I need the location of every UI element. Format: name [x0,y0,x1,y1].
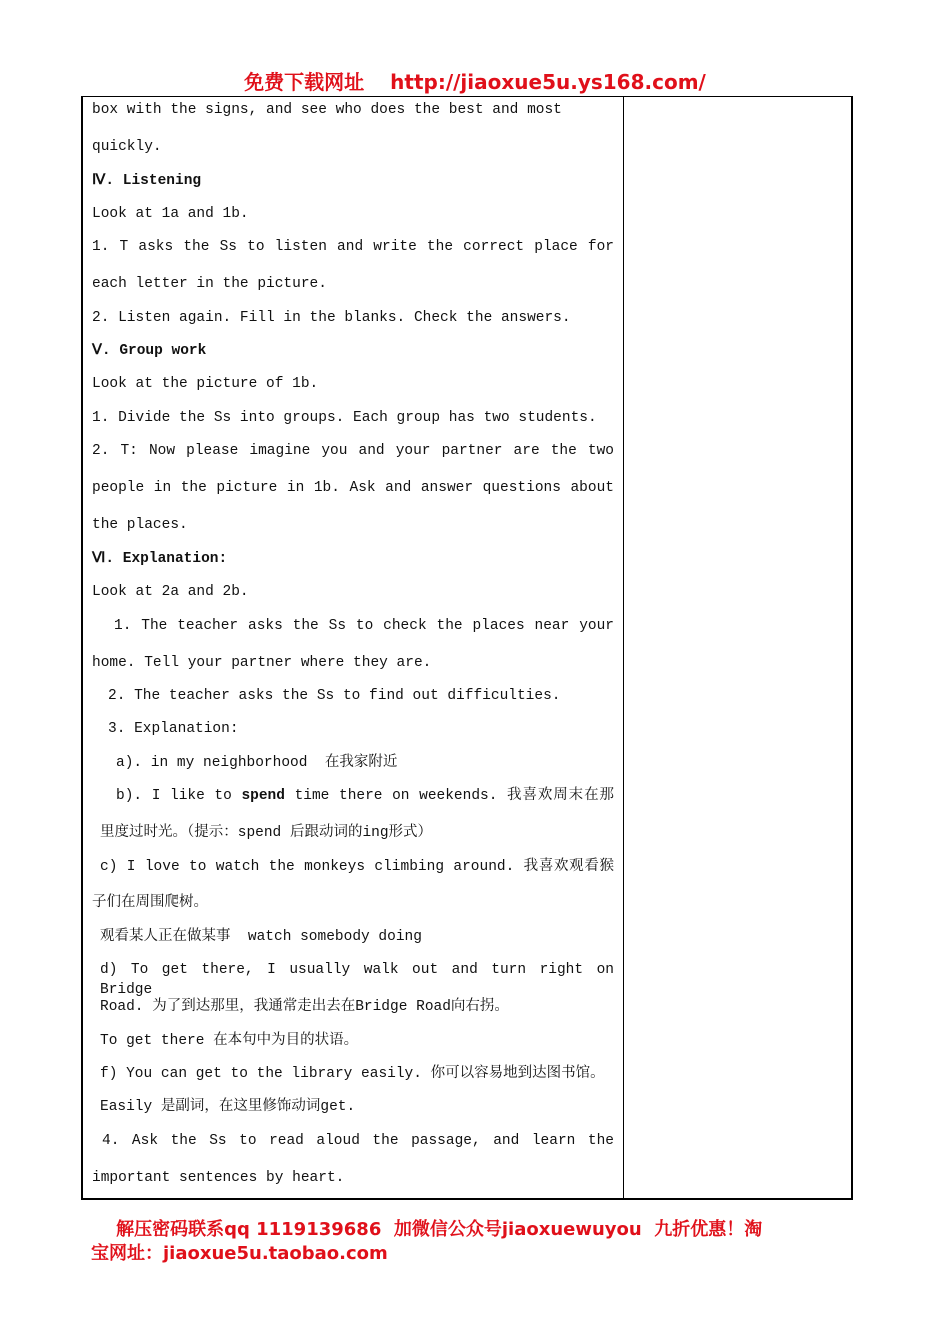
lesson-line: 1. The teacher asks the Ss to check the places near your [114,618,614,634]
lesson-line: Easily 是副词，在这里修饰动词get. [100,1099,356,1115]
header-url[interactable]: http://jiaoxue5u.ys168.com/ [390,70,706,94]
lesson-line: a). in my neighborhood 在我家附近 [116,755,398,771]
lesson-line: 观看某人正在做某事 watch somebody doing [100,929,422,945]
lesson-line: Ⅳ. Listening [92,173,202,189]
lesson-line: d) To get there, I usually walk out and turn right on Bridge [100,962,614,998]
lesson-line: To get there 在本句中为目的状语。 [100,1033,359,1049]
footer-line-2: 宝网址：jiaoxue5u.taobao.com [91,1243,388,1264]
lesson-line: c) I love to watch the monkeys climbing around. 我喜欢观看猴 [100,859,614,875]
contact-footer [91,1218,851,1266]
lesson-line: 4. Ask the Ss to read aloud the passage, and learn the [102,1133,614,1149]
lesson-line: people in the picture in 1b. Ask and answer questions about [92,480,614,496]
lesson-line: 2. Listen again. Fill in the blanks. Check the answers. [92,310,571,326]
footer-line-1: 解压密码联系qq 1119139686 加微信公众号jiaoxuewuyou 九折优惠！淘 [91,1219,763,1240]
lesson-line: Look at 2a and 2b. [92,584,249,600]
lesson-line: Look at the picture of 1b. [92,376,319,392]
lesson-line: important sentences by heart. [92,1170,345,1186]
lesson-line: Road. 为了到达那里，我通常走出去在Bridge Road向右拐。 [100,999,509,1015]
keyword-spend: spend [241,788,285,804]
lesson-table [81,96,853,1200]
lesson-line: 2. T: Now please imagine you and your partner are the two [92,443,614,459]
lesson-line: 子们在周围爬树。 [92,895,208,911]
lesson-line: quickly. [92,139,162,155]
lesson-line: Look at 1a and 1b. [92,206,249,222]
lesson-line: Ⅵ. Explanation: [92,551,228,567]
lesson-line: box with the signs, and see who does the best and most [92,102,562,118]
lesson-line: 1. T asks the Ss to listen and write the correct place for [92,239,614,255]
lesson-line: 3. Explanation: [108,721,239,737]
download-header [0,66,950,95]
lesson-line: 1. Divide the Ss into groups. Each group has two students. [92,410,597,426]
header-label: 免费下载网址 [244,70,365,94]
lesson-line: each letter in the picture. [92,276,327,292]
lesson-line: b). I like to spend time there on weekends. 我喜欢周末在那 [116,788,614,804]
lesson-line: the places. [92,517,188,533]
notes-cell [624,97,851,1198]
lesson-line: f) You can get to the library easily. 你可以容易地到达图书馆。 [100,1066,605,1082]
lesson-line: 2. The teacher asks the Ss to find out difficulties. [108,688,561,704]
lesson-line: Ⅴ. Group work [92,343,207,359]
lesson-line: home. Tell your partner where they are. [92,655,432,671]
lesson-line: 里度过时光。（提示：spend 后跟动词的ing形式） [100,825,433,841]
